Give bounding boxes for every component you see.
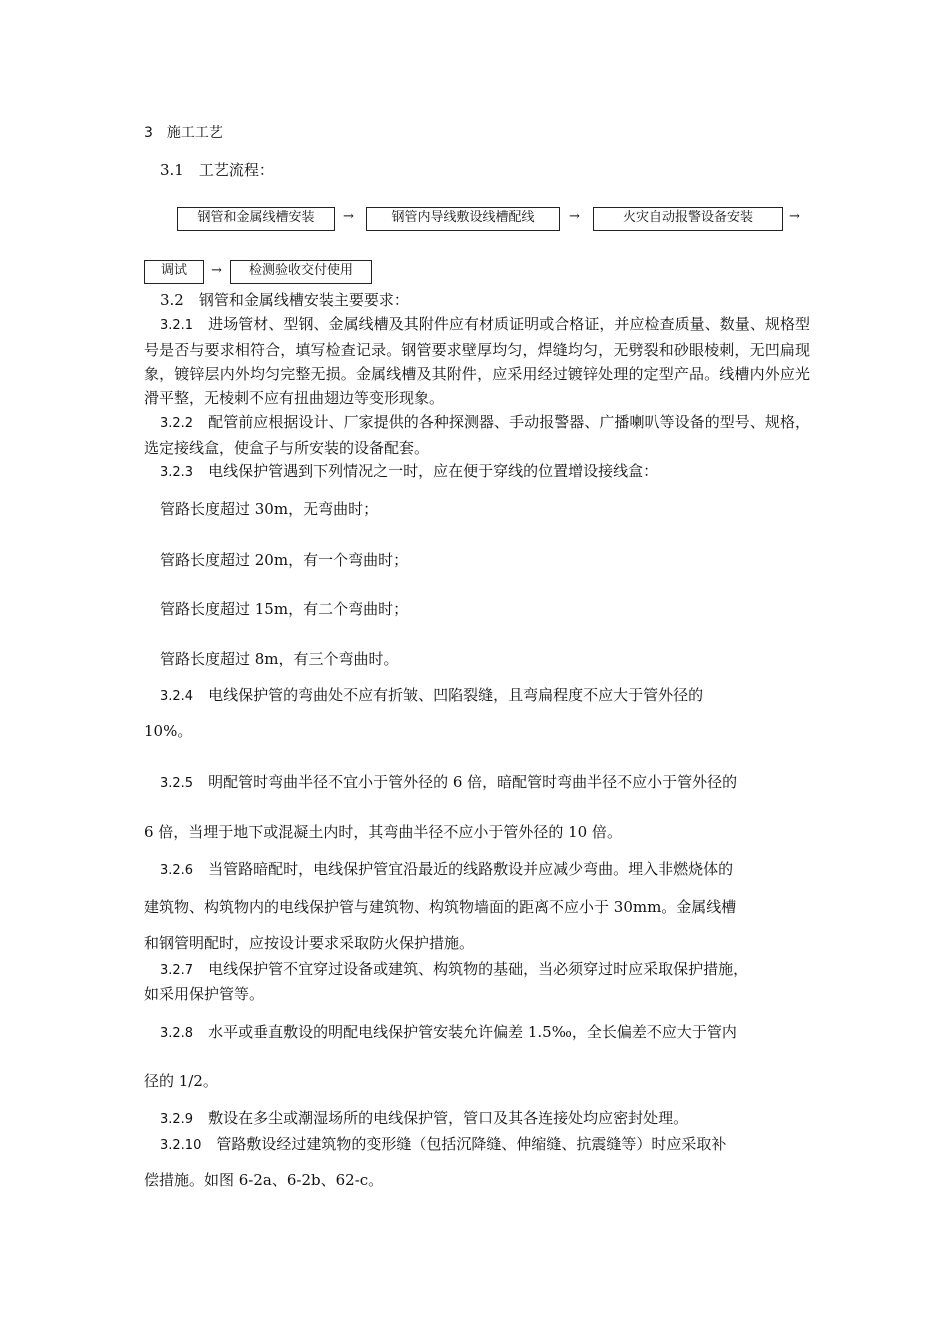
case-item: 管路长度超过 15m，有二个弯曲时； (160, 600, 409, 618)
paragraph-3-2-10-line2: 偿措施。如图 6-2a、6-2b、62-c。 (144, 1171, 384, 1189)
flow-arrow-icon: → (569, 209, 580, 224)
paragraph-3-2-6-line2: 建筑物、构筑物内的电线保护管与建筑物、构筑物墙面的距离不应小于 30mm。金属线槽 (144, 898, 737, 916)
paragraph-3-2-8-line2: 径的 1/2。 (144, 1072, 218, 1090)
paragraph-3-2-7-line2: 如采用保护管等。 (144, 985, 265, 1003)
paragraph-3-2-1: 3.2.1 进场管材、型钢、金属线槽及其附件应有材质证明或合格证，并应检查质量、数量、规格型号是否与要求相符合，填写检查记录。钢管要求壁厚均匀，焊缝均匀，无劈裂和砂眼棱刺，无凹扁现象，镀锌层内外均匀完整无损。金属线槽及其附件，应采用经过镀锌处理的定型产品。线槽内外应光滑平整，无棱刺不应有扭曲翅边等变形现象。 (144, 315, 810, 407)
paragraph-3-2-6-line1: 3.2.6 当管路暗配时，电线保护管宜沿最近的线路敷设并应减少弯曲。埋入非燃烧体的 (160, 860, 734, 878)
paragraph-3-2-9: 3.2.9 敷设在多尘或潮湿场所的电线保护管，管口及其各连接处均应密封处理。 (160, 1109, 689, 1127)
flow-step-4: 调试 (144, 260, 204, 284)
flow-step-3: 火灾自动报警设备安装 (593, 207, 783, 231)
flow-step-2: 钢管内导线敷设线槽配线 (366, 207, 560, 231)
clause-number: 3.2.9 (160, 1112, 194, 1127)
paragraph-3-2-5-line1: 3.2.5 明配管时弯曲半径不宜小于管外径的 6 倍，暗配管时弯曲半径不应小于管外径的 (160, 773, 738, 791)
section-heading: 3 施工工艺 (144, 125, 223, 141)
paragraph-3-2-2: 3.2.2 配管前应根据设计、厂家提供的各种探测器、手动报警器、广播喇叭等设备的型号、规格，选定接线盒，使盒子与所安装的设备配套。 (144, 413, 810, 457)
subsection-3-1-title: 3.1 工艺流程： (160, 161, 274, 179)
clause-number: 3.2.3 (160, 465, 194, 480)
paragraph-3-2-7-line1: 3.2.7 电线保护管不宜穿过设备或建筑、构筑物的基础，当必须穿过时应采取保护措施， (160, 960, 749, 978)
paragraph-3-2-4-line2: 10%。 (144, 722, 193, 740)
flow-arrow-icon: → (211, 263, 222, 278)
clause-number: 3.2.10 (160, 1138, 202, 1153)
clause-number: 3.2.6 (160, 863, 194, 878)
flow-step-5: 检测验收交付使用 (230, 260, 372, 284)
clause-number: 3.2.1 (160, 318, 194, 333)
flow-step-1: 钢管和金属线槽安装 (177, 207, 335, 231)
flow-arrow-icon: → (789, 209, 800, 224)
paragraph-3-2-4-line1: 3.2.4 电线保护管的弯曲处不应有折皱、凹陷裂缝，且弯扁程度不应大于管外径的 (160, 686, 704, 704)
paragraph-3-2-6-line3: 和钢管明配时，应按设计要求采取防火保护措施。 (144, 934, 475, 952)
paragraph-3-2-10-line1: 3.2.10 管路敷设经过建筑物的变形缝（包括沉降缝、伸缩缝、抗震缝等）时应采取补 (160, 1135, 727, 1153)
case-item: 管路长度超过 20m，有一个弯曲时； (160, 551, 409, 569)
clause-number: 3.2.8 (160, 1026, 194, 1041)
paragraph-3-2-8-line1: 3.2.8 水平或垂直敷设的明配电线保护管安装允许偏差 1.5‰，全长偏差不应大于管内 (160, 1023, 737, 1041)
case-item: 管路长度超过 30m，无弯曲时； (160, 500, 379, 518)
subsection-3-2-title: 3.2 钢管和金属线槽安装主要要求： (160, 291, 409, 309)
clause-number: 3.2.7 (160, 963, 194, 978)
case-item: 管路长度超过 8m，有三个弯曲时。 (160, 650, 399, 668)
paragraph-3-2-3: 3.2.3 电线保护管遇到下列情况之一时，应在便于穿线的位置增设接线盒： (160, 462, 659, 480)
paragraph-3-2-5-line2: 6 倍，当埋于地下或混凝土内时，其弯曲半径不应小于管外径的 10 倍。 (144, 823, 622, 841)
clause-number: 3.2.4 (160, 689, 194, 704)
clause-number: 3.2.2 (160, 416, 194, 431)
clause-number: 3.2.5 (160, 776, 194, 791)
flow-arrow-icon: → (343, 209, 354, 224)
